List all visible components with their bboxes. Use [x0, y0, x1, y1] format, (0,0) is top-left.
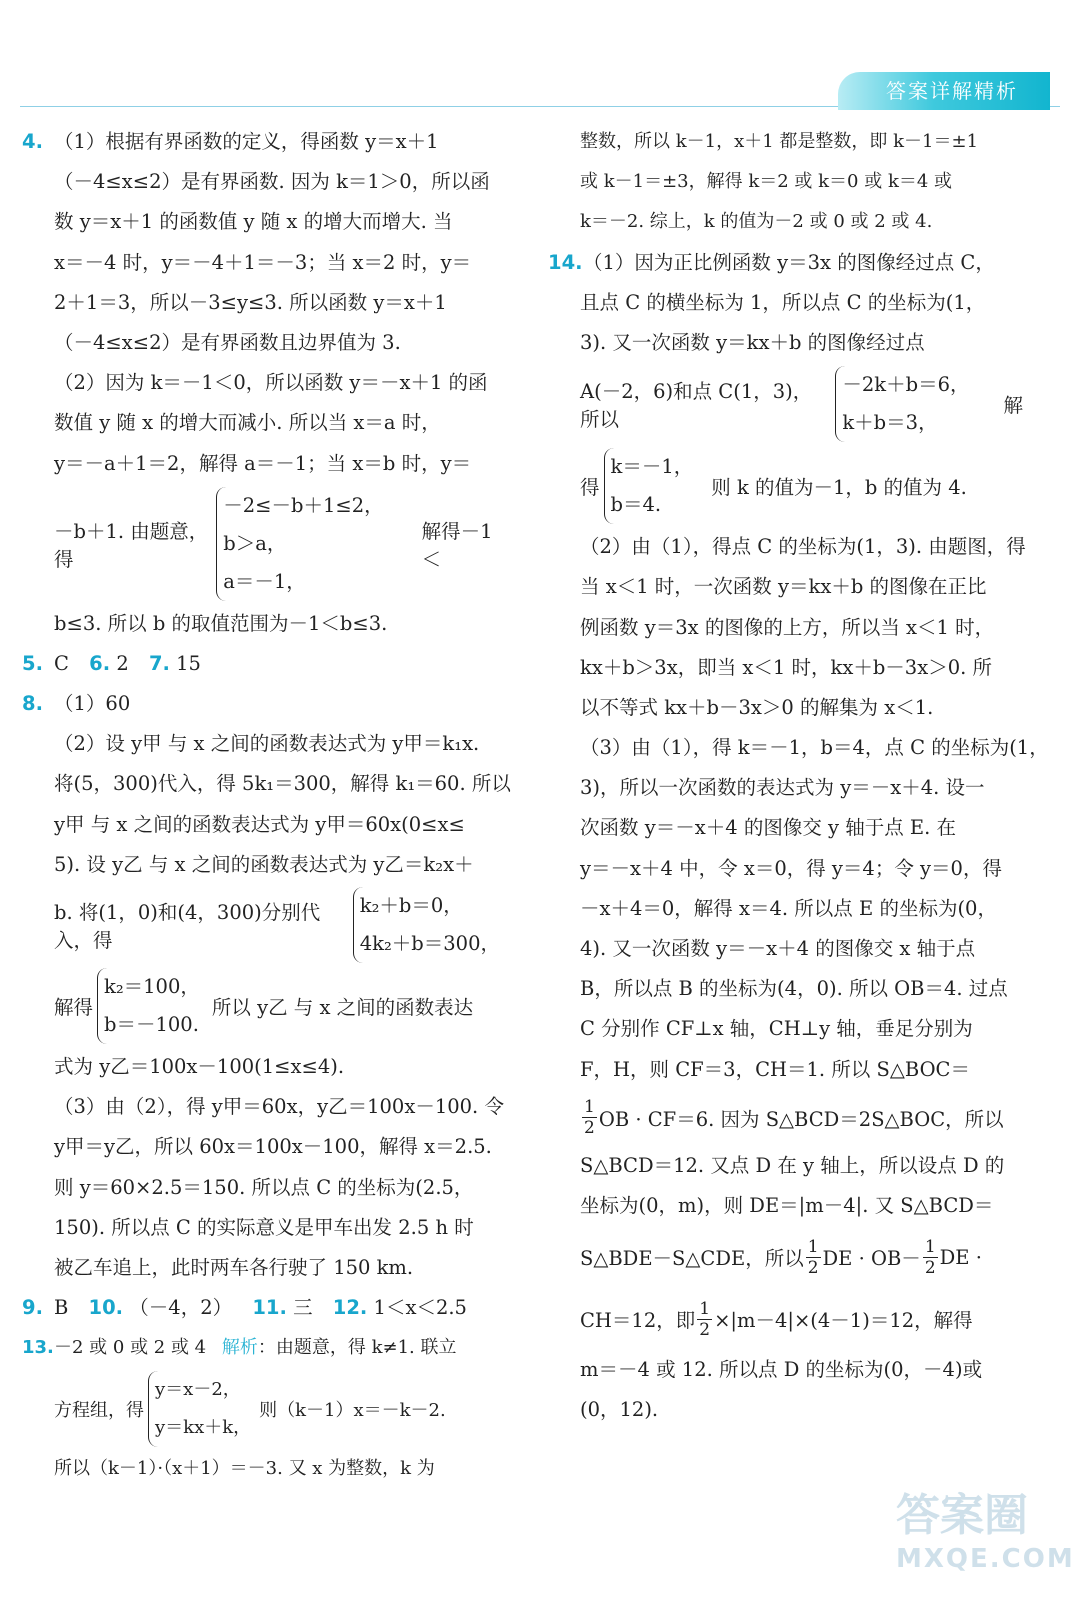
q8-line-11: 被乙车追上，此时两车各行驶了 150 km. — [54, 1255, 414, 1279]
equation-system: k₂＋b＝0， 4k₂＋b＝300， — [353, 887, 500, 963]
equation-system: k₂＝100， b＝－100. — [97, 968, 200, 1044]
q13-system: 方程组，得 y＝x－2， y＝kx＋k， 则（k－1）x＝－k－2. — [22, 1369, 504, 1449]
q8-line-1: 8. （1）60 — [22, 692, 131, 716]
q5-q7-line: 5. C 6. 2 7. 15 — [22, 651, 201, 675]
q14-system-1: A(－2，6)和点 C(1，3)，所以 －2k＋b＝6， k＋b＝3， 解 — [548, 363, 1023, 445]
fraction: $\frac{1}{2}$ — [807, 1236, 819, 1278]
q13-cont-line-2: 或 k－1＝±3，解得 k＝2 或 k＝0 或 k＝4 或 — [580, 171, 953, 193]
q14-line-9: （3）由（1），得 k＝－1，b＝4，点 C 的坐标为(1， — [580, 736, 1049, 760]
q14-line-20: 坐标为(0，m)，则 DE＝|m－4|. 又 S△BCD＝ — [580, 1193, 994, 1217]
q8-line-4: y甲 与 x 之间的函数表达式为 y甲＝60x(0≤x≤ — [54, 812, 465, 836]
question-number: 4. — [22, 130, 43, 153]
q13-line-2: 所以（k－1）·（x＋1）＝－3. 又 x 为整数，k 为 — [54, 1457, 435, 1479]
q14-line-24: (0，12). — [580, 1398, 659, 1422]
equation-system: y＝x－2， y＝kx＋k， — [148, 1371, 251, 1447]
analysis-label: 解析 — [221, 1337, 258, 1359]
q14-line-15: B，所以点 B 的坐标为(4，0). 所以 OB＝4. 过点 — [580, 977, 1008, 1001]
q14-line-22: CH＝12，即 $\frac{1}{2}$ ×|m－4|×(4－1)＝12，解得 — [580, 1298, 973, 1340]
q14-line-17: F，H，则 CF＝3，CH＝1. 所以 S△BOC＝ — [580, 1057, 970, 1081]
q14-line-16: C 分别作 CF⊥x 轴，CH⊥y 轴，垂足分别为 — [580, 1017, 973, 1041]
q14-line-14: 4). 又一次函数 y＝－x＋4 的图像交 x 轴于点 — [580, 937, 976, 960]
q14-line-7: kx＋b＞3x，即当 x＜1 时，kx＋b－3x＞0. 所 — [580, 655, 993, 679]
q4-line-4: x＝－4 时，y＝－4＋1＝－3；当 x＝2 时，y＝ — [54, 250, 472, 274]
q9-q12-line: 9. B 10. （－4，2） 11. 三 12. 1＜x＜2.5 — [22, 1296, 467, 1320]
q4-line-3: 数 y＝x＋1 的函数值 y 随 x 的增大而增大. 当 — [54, 210, 453, 234]
q14-line-6: 例函数 y＝3x 的图像的上方，所以当 x＜1 时， — [580, 615, 995, 639]
q4-system-block: －b＋1. 由题意，得 －2≤－b＋1≤2， b＞a， a＝－1， 解得－1＜ — [22, 484, 504, 604]
q14-line-5: 当 x＜1 时，一次函数 y＝kx＋b 的图像在正比 — [580, 575, 987, 599]
q14-line-8: 以不等式 kx＋b－3x＞0 的解集为 x＜1. — [580, 695, 934, 719]
q8-line-5: 5). 设 y乙 与 x 之间的函数表达式为 y乙＝k₂x＋ — [54, 852, 474, 876]
q4-line-7: （2）因为 k＝－1＜0，所以函数 y＝－x＋1 的函 — [54, 371, 488, 395]
q8-system-2: 解得 k₂＝100， b＝－100. 所以 y乙 与 x 之间的函数表达 — [22, 965, 504, 1047]
q4-line-8: 数值 y 随 x 的增大而减小. 所以当 x＝a 时， — [54, 411, 441, 435]
fraction: $\frac{1}{2}$ — [584, 1097, 595, 1139]
q4-line-9: y＝－a＋1＝2，解得 a＝－1；当 x＝b 时，y＝ — [54, 451, 472, 475]
right-column — [548, 122, 1049, 1431]
q4-line-10: b≤3. 所以 b 的取值范围为－1＜b≤3. — [54, 611, 388, 635]
q4-line-5: 2＋1＝3，所以－3≤y≤3. 所以函数 y＝x＋1 — [54, 290, 447, 314]
fraction: $\frac{1}{2}$ — [924, 1236, 936, 1278]
q14-line-1: 14.（1）因为正比例函数 y＝3x 的图像经过点 C， — [548, 250, 995, 274]
q14-line-4: （2）由（1），得点 C 的坐标为(1，3). 由题图，得 — [580, 535, 1026, 559]
q8-line-8: y甲＝y乙，所以 60x＝100x－100，解得 x＝2.5. — [54, 1135, 492, 1159]
q8-line-7: （3）由（2），得 y甲＝60x，y乙＝100x－100. 令 — [54, 1095, 504, 1119]
q13-cont-line-1: 整数，所以 k－1，x＋1 都是整数，即 k－1＝±1 — [580, 131, 979, 152]
q14-line-2: 且点 C 的横坐标为 1，所以点 C 的坐标为(1， — [580, 290, 986, 314]
q4-line-6: （－4≤x≤2）是有界函数且边界值为 3. — [54, 330, 401, 354]
q13-line-1: 13.－2 或 0 或 2 或 4 解析：由题意，得 k≠1. 联立 — [22, 1337, 457, 1359]
q8-line-10: 150). 所以点 C 的实际意义是甲车出发 2.5 h 时 — [54, 1215, 474, 1239]
left-column — [22, 122, 511, 1489]
q14-line-10: 3)，所以一次函数的表达式为 y＝－x＋4. 设一 — [580, 776, 985, 800]
equation-system: k＝－1， b＝4. — [604, 448, 694, 524]
q14-line-12: y＝－x＋4 中，令 x＝0，得 y＝4；令 y＝0，得 — [580, 856, 1002, 880]
q8-line-9: 则 y＝60×2.5＝150. 所以点 C 的坐标为(2.5， — [54, 1175, 474, 1199]
section-banner: 答案详解精析 — [838, 72, 1050, 110]
q14-line-21: S△BDE－S△CDE，所以 $\frac{1}{2}$ DE · OB－ $\frac{1}{2}$ DE · — [580, 1236, 982, 1278]
q14-line-18: $\frac{1}{2}$ OB · CF＝6. 因为 S△BCD＝2S△BOC，所以 — [584, 1097, 1004, 1139]
q14-system-2: 得 k＝－1， b＝4. 则 k 的值为－1，b 的值为 4. — [548, 445, 1023, 527]
q14-line-13: －x＋4＝0，解得 x＝4. 所以点 E 的坐标为(0， — [580, 896, 997, 920]
equation-system: －2k＋b＝6， k＋b＝3， — [835, 366, 969, 442]
watermark-logo: 答案圈 MXQE.COM — [896, 1490, 1075, 1574]
q8-line-3: 将(5，300)代入，得 5k₁＝300，解得 k₁＝60. 所以 — [54, 772, 511, 796]
q13-cont-line-3: k＝－2. 综上，k 的值为－2 或 0 或 2 或 4. — [580, 211, 933, 233]
q8-line-2: （2）设 y甲 与 x 之间的函数表达式为 y甲＝k₁x. — [54, 732, 480, 756]
q14-line-19: S△BCD＝12. 又点 D 在 y 轴上，所以设点 D 的 — [580, 1153, 1005, 1177]
q8-system-1: b. 将(1，0)和(4，300)分别代入，得 k₂＋b＝0， 4k₂＋b＝300， — [22, 885, 504, 965]
q14-line-3: 3). 又一次函数 y＝kx＋b 的图像经过点 — [580, 330, 925, 354]
fraction: $\frac{1}{2}$ — [699, 1298, 711, 1340]
equation-system: －2≤－b＋1≤2， b＞a， a＝－1， — [216, 487, 383, 601]
q4-line-2: （－4≤x≤2）是有界函数. 因为 k＝1＞0，所以函 — [54, 170, 490, 194]
q4-line-1: 4. （1）根据有界函数的定义，得函数 y＝x＋1 — [22, 122, 504, 162]
q14-line-23: m＝－4 或 12. 所以点 D 的坐标为(0，－4)或 — [580, 1358, 983, 1382]
q8-line-6: 式为 y乙＝100x－100(1≤x≤4). — [54, 1055, 345, 1078]
q14-line-11: 次函数 y＝－x＋4 的图像交 y 轴于点 E. 在 — [580, 816, 957, 840]
